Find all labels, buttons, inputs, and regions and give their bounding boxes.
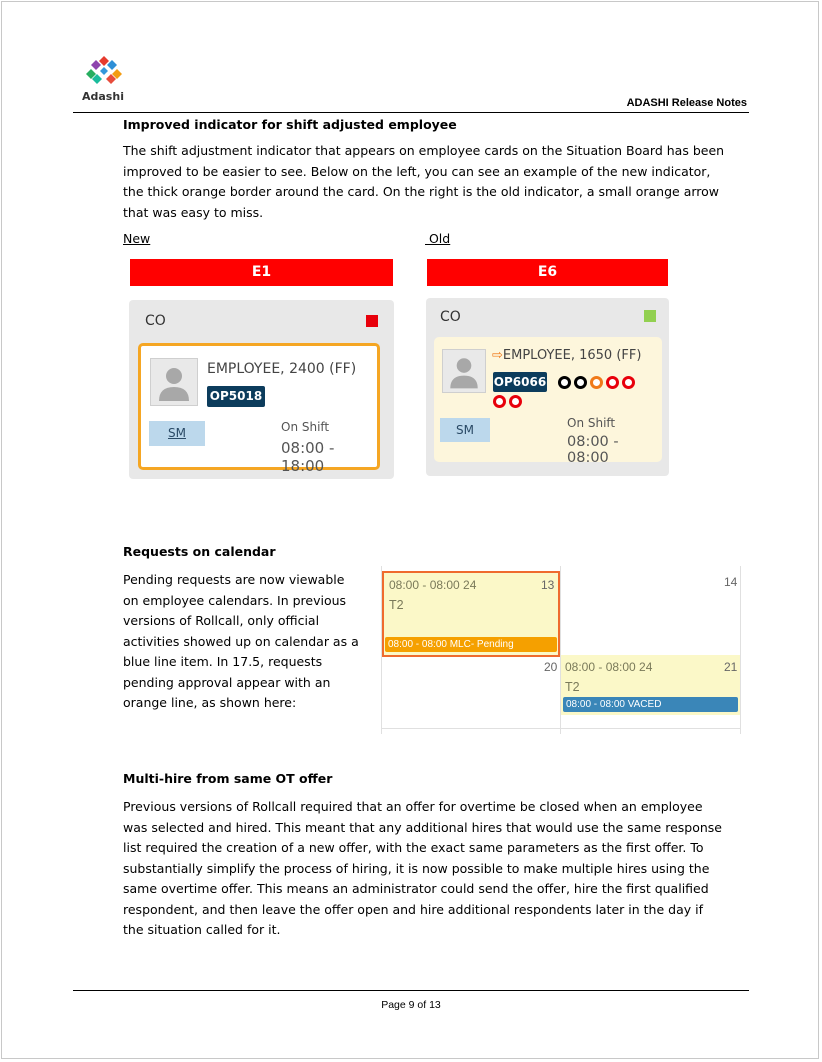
calendar-gridline: [381, 728, 741, 729]
calendar-day-cell-21[interactable]: [561, 655, 740, 715]
old-card-banner: E6: [427, 259, 668, 286]
shift-time-text: 08:00 - 08:00 24: [565, 660, 653, 674]
page-number: Page 9 of 13: [381, 999, 441, 1011]
op-badge: OP6066: [493, 372, 547, 392]
label-new: New: [123, 231, 151, 246]
employee-name: EMPLOYEE, 1650 (FF): [502, 348, 642, 363]
indicator-dot-icon: [606, 376, 619, 389]
label-old: Old: [425, 231, 451, 246]
paragraph-line: Pending requests are now viewable: [123, 572, 345, 587]
paragraph-line: same overtime offer. This means an administrator could send the offer, hire the first qualified: [123, 881, 709, 896]
new-card-banner: E1: [130, 259, 393, 286]
employee-name-row: [492, 348, 641, 363]
shift-label: On Shift: [567, 416, 616, 430]
section-heading-multihire: Multi-hire from same OT offer: [123, 771, 333, 786]
paragraph-line: on employee calendars. In previous: [123, 592, 347, 608]
paragraph-line: improved to be easier to see. Below on the left, you can see an example of the new indicator,: [123, 163, 711, 179]
avatar: [150, 358, 198, 406]
day-number: 14: [724, 575, 738, 589]
group-label: CO: [440, 309, 461, 325]
section-paragraph-calendar: [123, 570, 359, 714]
footer-rule: [73, 990, 749, 991]
rank-badge[interactable]: SM: [149, 421, 205, 446]
paragraph-line: list required the creation of a new offer, with the exact same parameters as the first offer. To: [123, 840, 704, 855]
day-number: 13: [541, 578, 555, 592]
calendar-gridline: [740, 566, 741, 734]
paragraph-line: respondent, and then leave the offer open and hire additional respondents later in the day if: [123, 901, 703, 917]
employee-name: EMPLOYEE, 2400 (FF): [207, 361, 357, 377]
indicator-dot-icon: [622, 376, 635, 389]
document-title: ADASHI Release Notes: [626, 97, 747, 109]
new-employee-card[interactable]: [129, 300, 394, 479]
paragraph-line: blue line item. In 17.5, requests: [123, 654, 323, 669]
old-employee-card[interactable]: [426, 298, 669, 476]
section-heading-indicator: Improved indicator for shift adjusted employee: [123, 117, 457, 132]
indicator-dot-icon: [590, 376, 603, 389]
section-heading-calendar: Requests on calendar: [123, 544, 276, 559]
group-label: CO: [145, 313, 166, 329]
paragraph-line: the situation called for it.: [123, 922, 281, 937]
logo-text: Adashi: [82, 90, 124, 103]
rank-badge[interactable]: SM: [440, 418, 490, 442]
shift-time: 08:00 - 18:00: [281, 439, 335, 475]
section-paragraph-multihire: [123, 797, 722, 941]
status-square: [366, 315, 378, 327]
calendar-day-cell-13[interactable]: [382, 571, 560, 657]
pending-request-bar[interactable]: 08:00 - 08:00 MLC- Pending: [385, 637, 557, 652]
indicator-dot-icon: [493, 395, 506, 408]
indicator-dot-icon: [509, 395, 522, 408]
paragraph-line: versions of Rollcall, only official: [123, 613, 320, 628]
paragraph-line: orange line, as shown here:: [123, 695, 297, 710]
shift-code: T2: [389, 598, 404, 612]
indicator-dot-icon: [574, 376, 587, 389]
shift-code: T2: [565, 680, 580, 694]
paragraph-line: the thick orange border around the card. On the right is the old indicator, a small orange arrow: [123, 184, 720, 199]
status-square: [644, 310, 656, 322]
day-number: 20: [544, 660, 558, 674]
paragraph-line: Previous versions of Rollcall required that an offer for overtime be closed when an employee: [123, 799, 703, 814]
approved-activity-bar[interactable]: 08:00 - 08:00 VACED: [563, 697, 738, 712]
day-number: 21: [724, 660, 738, 674]
op-badge: OP5018: [207, 386, 265, 407]
shift-adjusted-card-inner: [138, 343, 380, 475]
avatar: [442, 349, 486, 393]
shift-time-text: 08:00 - 08:00 24: [389, 578, 477, 592]
paragraph-line: was selected and hired. This meant that any additional hires that would use the same response: [123, 819, 722, 835]
old-card-inner: [434, 337, 662, 466]
paragraph-line: substantially simplify the process of hiring, it is now possible to make multiple hires using the: [123, 860, 710, 876]
shift-time: 08:00 - 08:00: [567, 434, 619, 466]
shift-label: On Shift: [281, 420, 330, 434]
paragraph-line: activities showed up on calendar as a: [123, 633, 359, 649]
header-rule: [73, 112, 749, 113]
paragraph-line: The shift adjustment indicator that appears on employee cards on the Situation Board has been: [123, 143, 725, 158]
shift-adjusted-arrow-icon: ⇨: [492, 348, 503, 363]
section-paragraph-indicator: [123, 141, 724, 223]
paragraph-line: that was easy to miss.: [123, 204, 264, 220]
indicator-dot-icon: [558, 376, 571, 389]
paragraph-line: pending approval appear with an: [123, 674, 331, 690]
